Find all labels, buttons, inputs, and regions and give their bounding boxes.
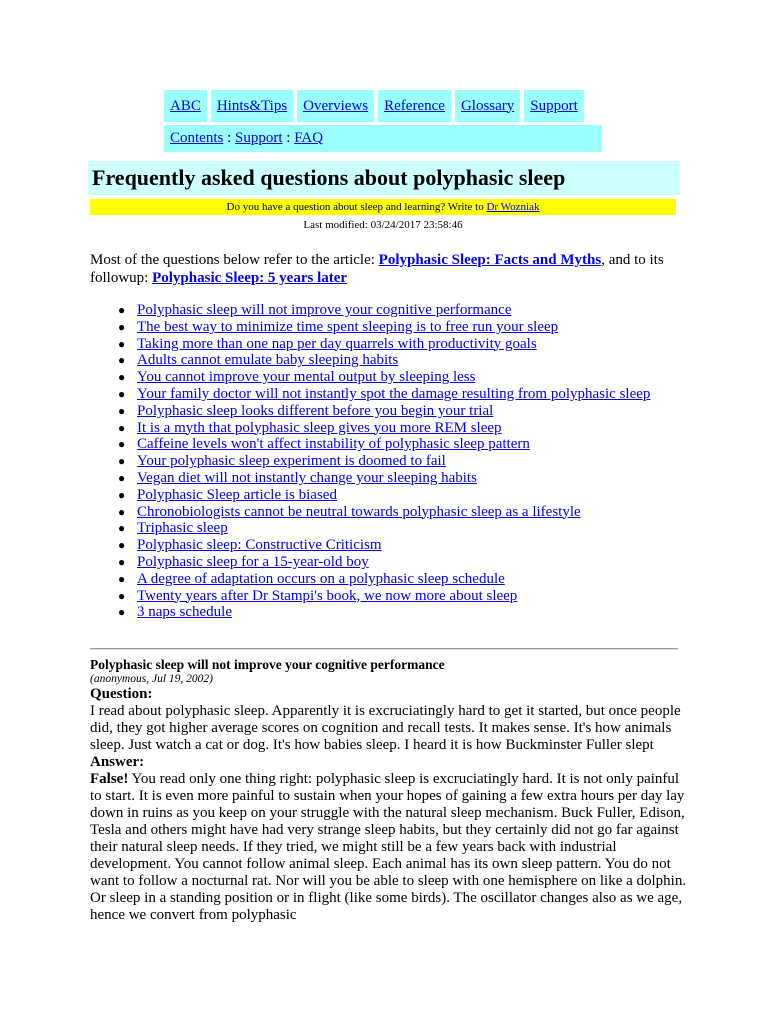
- list-item: [90, 302, 690, 319]
- bullet-icon: ●: [118, 353, 126, 368]
- bullet-icon: ●: [118, 538, 126, 553]
- last-modified: Last modified: 03/24/2017 23:58:46: [303, 219, 463, 231]
- list-item: [90, 352, 690, 369]
- list-item: [90, 336, 690, 353]
- question-link[interactable]: Caffeine levels won't affect instability of polyphasic sleep pattern: [137, 436, 530, 453]
- bullet-icon: ●: [118, 504, 126, 519]
- question-label: Question:: [90, 686, 153, 702]
- list-item: [90, 420, 690, 437]
- question-link[interactable]: You cannot improve your mental output by sleeping less: [137, 369, 476, 386]
- nav-cell-support: [524, 90, 584, 122]
- intro-link-5-years-later[interactable]: Polyphasic Sleep: 5 years later: [152, 270, 348, 286]
- nav-cell-overviews: [297, 90, 374, 122]
- list-item: [90, 588, 690, 605]
- question-link[interactable]: Your polyphasic sleep experiment is doomed to fail: [137, 453, 446, 470]
- breadcrumb-faq[interactable]: FAQ: [294, 130, 324, 146]
- question-link[interactable]: The best way to minimize time spent sleeping is to free run your sleep: [137, 318, 559, 335]
- nav-link-glossary[interactable]: Glossary: [460, 97, 515, 114]
- nav-link-overviews[interactable]: Overviews: [303, 97, 369, 114]
- list-item: [90, 436, 690, 453]
- article-title: Polyphasic sleep will not improve your cognitive performance: [90, 657, 445, 672]
- bullet-icon: ●: [118, 521, 126, 536]
- nav-link-reference[interactable]: Reference: [384, 97, 445, 114]
- intro-link-facts-myths[interactable]: Polyphasic Sleep: Facts and Myths: [378, 252, 602, 268]
- breadcrumb-support[interactable]: Support: [235, 130, 283, 146]
- bullet-icon: ●: [118, 319, 126, 334]
- question-link[interactable]: Vegan diet will not instantly change your sleeping habits: [137, 469, 477, 486]
- breadcrumb: [164, 125, 602, 152]
- title-bar: [88, 161, 680, 195]
- question-link[interactable]: It is a myth that polyphasic sleep gives you more REM sleep: [137, 419, 502, 436]
- page-title: Frequently asked questions about polyphasic sleep: [92, 165, 566, 190]
- bullet-icon: ●: [118, 605, 126, 620]
- nav-cell-glossary: [455, 90, 520, 122]
- bullet-icon: ●: [118, 420, 126, 435]
- bullet-icon: ●: [118, 554, 126, 569]
- bullet-icon: ●: [118, 571, 126, 586]
- answer-label: Answer:: [90, 754, 145, 770]
- list-item: [90, 453, 690, 470]
- list-item: [90, 571, 690, 588]
- contact-banner: [90, 199, 676, 215]
- answer-body: You read only one thing right: polyphasic sleep is excruciatingly hard. It is not only painful to start. It is even more painful to sustain when your hopes of gaining a few extra hours per day lay down in ruins as you keep on your struggle with the natural sleep mechanism. Buck Fuller, Edison, Tesla and others might have had very strange sleep habits, but they certainly did not go far against their natural sleep needs. If they tried, we might still be a few years back with industrial development. You cannot follow animal sleep. Each animal has its own sleep pattern. You do not want to follow a nocturnal rat. Nor will you be able to sleep with one hemisphere on like a dolphin. Or sleep in a standing position or in flight (like some birds). The oscillator changes also as we age, hence we convert from polyphasic: [90, 771, 687, 923]
- list-item: [90, 470, 690, 487]
- answer-verdict: False!: [90, 771, 129, 787]
- list-item: [90, 369, 690, 386]
- breadcrumb-inner: [164, 130, 323, 147]
- breadcrumb-contents[interactable]: Contents: [170, 130, 224, 146]
- question-link[interactable]: Taking more than one nap per day quarrels with productivity goals: [137, 335, 537, 352]
- intro-text: Most of the questions below refer to the article:: [90, 252, 379, 268]
- bullet-icon: ●: [118, 588, 126, 603]
- question-list: [90, 302, 690, 621]
- question-text: I read about polyphasic sleep. Apparently it is excruciatingly hard to get it started, but once people did, they got higher average scores on cognition and recall tests. It makes sense. It's how animals sleep. Just watch a cat or dog. It's how babies sleep. I heard it is how Buckminster Fuller slept: [90, 703, 681, 753]
- list-item: [90, 487, 690, 504]
- article: [90, 656, 690, 924]
- nav-cell-reference: [378, 90, 451, 122]
- question-link[interactable]: Twenty years after Dr Stampi's book, we now more about sleep: [137, 587, 518, 604]
- bullet-icon: ●: [118, 403, 126, 418]
- breadcrumb-sep: :: [282, 130, 295, 146]
- bullet-icon: ●: [118, 437, 126, 452]
- question-link[interactable]: Polyphasic sleep for a 15-year-old boy: [137, 553, 369, 570]
- article-meta: (anonymous, Jul 19, 2002): [90, 673, 213, 685]
- bullet-icon: ●: [118, 303, 126, 317]
- contact-link[interactable]: Dr Wozniak: [486, 201, 540, 213]
- list-item: [90, 554, 690, 571]
- nav-cell-abc: [164, 90, 207, 122]
- question-link[interactable]: 3 naps schedule: [137, 604, 232, 621]
- section-divider: [90, 648, 678, 650]
- bullet-icon: ●: [118, 454, 126, 469]
- list-item: [90, 504, 690, 521]
- question-link[interactable]: Polyphasic sleep will not improve your cognitive performance: [137, 302, 512, 318]
- intro-paragraph: [90, 251, 680, 287]
- question-link[interactable]: Polyphasic sleep: Constructive Criticism: [137, 537, 382, 554]
- top-nav: [164, 90, 584, 122]
- breadcrumb-sep: :: [223, 130, 236, 146]
- nav-cell-hints-tips: [211, 90, 293, 122]
- question-link[interactable]: Polyphasic Sleep article is biased: [137, 486, 337, 503]
- list-item: [90, 604, 690, 621]
- answer-text: [90, 771, 690, 924]
- nav-link-hints-tips[interactable]: Hints&Tips: [216, 97, 288, 114]
- question-link[interactable]: A degree of adaptation occurs on a polyphasic sleep schedule: [137, 570, 505, 587]
- nav-link-abc[interactable]: ABC: [170, 97, 201, 114]
- question-link[interactable]: Polyphasic sleep looks different before you begin your trial: [137, 402, 494, 419]
- bullet-icon: ●: [118, 370, 126, 385]
- intro-text: , and to its followup:: [90, 252, 664, 286]
- question-link[interactable]: Adults cannot emulate baby sleeping habits: [137, 352, 399, 369]
- question-link[interactable]: Chronobiologists cannot be neutral towards polyphasic sleep as a lifestyle: [137, 503, 581, 520]
- contact-text: Do you have a question about sleep and learning? Write to: [226, 201, 487, 213]
- bullet-icon: ●: [118, 336, 126, 351]
- list-item: [90, 537, 690, 554]
- question-link[interactable]: Triphasic sleep: [137, 520, 228, 537]
- bullet-icon: ●: [118, 386, 126, 401]
- list-item: [90, 319, 690, 336]
- list-item: [90, 386, 690, 403]
- list-item: [90, 403, 690, 420]
- question-link[interactable]: Your family doctor will not instantly spot the damage resulting from polyphasic sleep: [137, 385, 651, 402]
- list-item: [90, 520, 690, 537]
- bullet-icon: ●: [118, 470, 126, 485]
- bullet-icon: ●: [118, 487, 126, 502]
- nav-link-support[interactable]: Support: [530, 97, 578, 114]
